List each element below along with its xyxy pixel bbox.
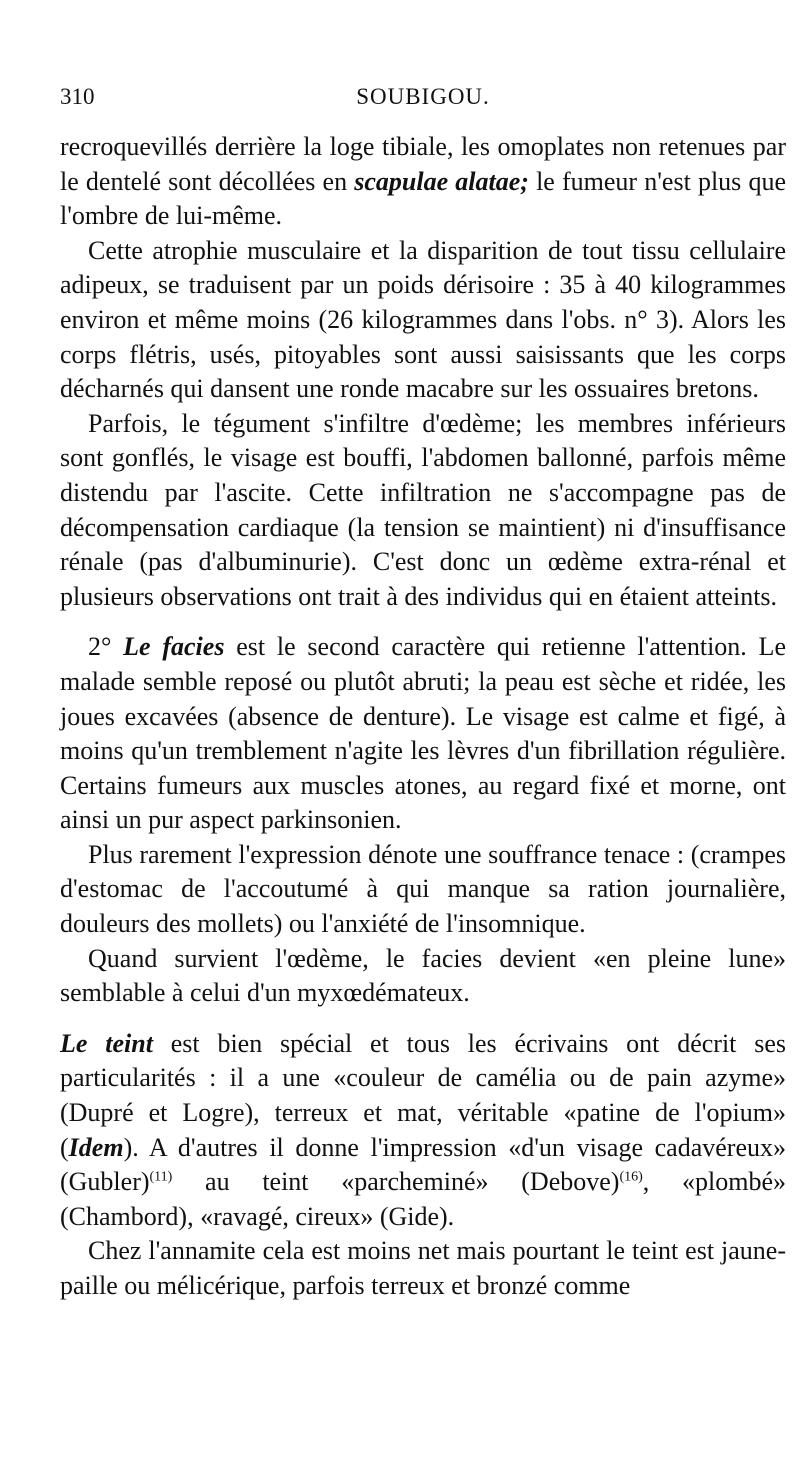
page-number: 310 [60,84,95,109]
italic-term: Idem [68,1132,124,1162]
paragraph: Plus rarement l'expression dénote une souffrance tenace : (crampes d'estomac de l'accoutumé à qui manque sa ration journalière, douleurs des mollets) ou l'anxiété de l'insomnique. [60,839,786,939]
document-page [60,84,786,1304]
running-head: SOUBIGOU. [356,84,490,109]
paragraph: Cette atrophie musculaire et la disparition de tout tissu cellulaire adipeux, se traduisent par un poids dérisoire : 35 à 40 kilogrammes environ et même moins (26 kilogrammes dans l'obs. n° 3). Alors les corps flétris, usés, pitoyables sont aussi saisissants que les corps décharnés qui dansent une ronde macabre sur les ossuaires bretons. [60,235,786,404]
paragraph: 2° Le facies est le second caractère qui retienne l'attention. Le malade semble reposé ou plutôt abruti; la peau est sèche et ridée, les joues excavées (absence de denture). Le visage est calme et figé, à moins qu'un tremblement n'agite les lèvres d'un fibrillation régulière. Certains fumeurs aux muscles atones, au regard fixé et morne, ont ainsi un pur aspect parkinsonien. [60,632,786,835]
paragraph: Parfois, le tégument s'infiltre d'œdème; les membres inférieurs sont gonflés, le visage est bouffi, l'abdomen ballonné, parfois même distendu par l'ascite. Cette infiltration ne s'accompagne pas de décompensation cardiaque (la tension se maintient) ni d'insuffisance rénale (pas d'albuminurie). C'est donc un œdème extra-rénal et plusieurs observations ont trait à des individus qui en étaient atteints. [60,408,786,611]
page-body [60,130,786,1304]
page-header [60,84,786,130]
footnote-ref: (16) [619,1169,643,1185]
paragraph: Chez l'annamite cela est moins net mais pourtant le teint est jaune-paille ou mélicérique, parfois terreux et bronzé comme [60,1236,786,1300]
italic-term: scapulae alatae; [354,166,529,196]
italic-term: Le teint [60,1028,153,1058]
footnote-ref: (11) [149,1169,173,1185]
paragraph: recroquevillés derrière la loge tibiale, les omoplates non retenues par le dentelé sont décollées en scapulae alatae; le fumeur n'est plus que l'ombre de lui-même. [60,132,786,231]
italic-term: Le facies [123,632,225,662]
paragraph: Le teint est bien spécial et tous les écrivains ont décrit ses particularités : il a une «couleur de camélia ou de pain azyme» (Dupré et Logre), terreux et mat, véritable «patine de l'opium» (Idem). A d'autres il donne l'impression «d'un visage cadavéreux» (Gubler)$^{(11)}$ au teint «parcheminé» (Debove)$^{(16)}$, «plombé» (Chambord), «ravagé, cireux» (Gide). [60,1028,786,1231]
paragraph: Quand survient l'œdème, le facies devient «en pleine lune» semblable à celui d'un myxœdémateux. [60,943,786,1008]
